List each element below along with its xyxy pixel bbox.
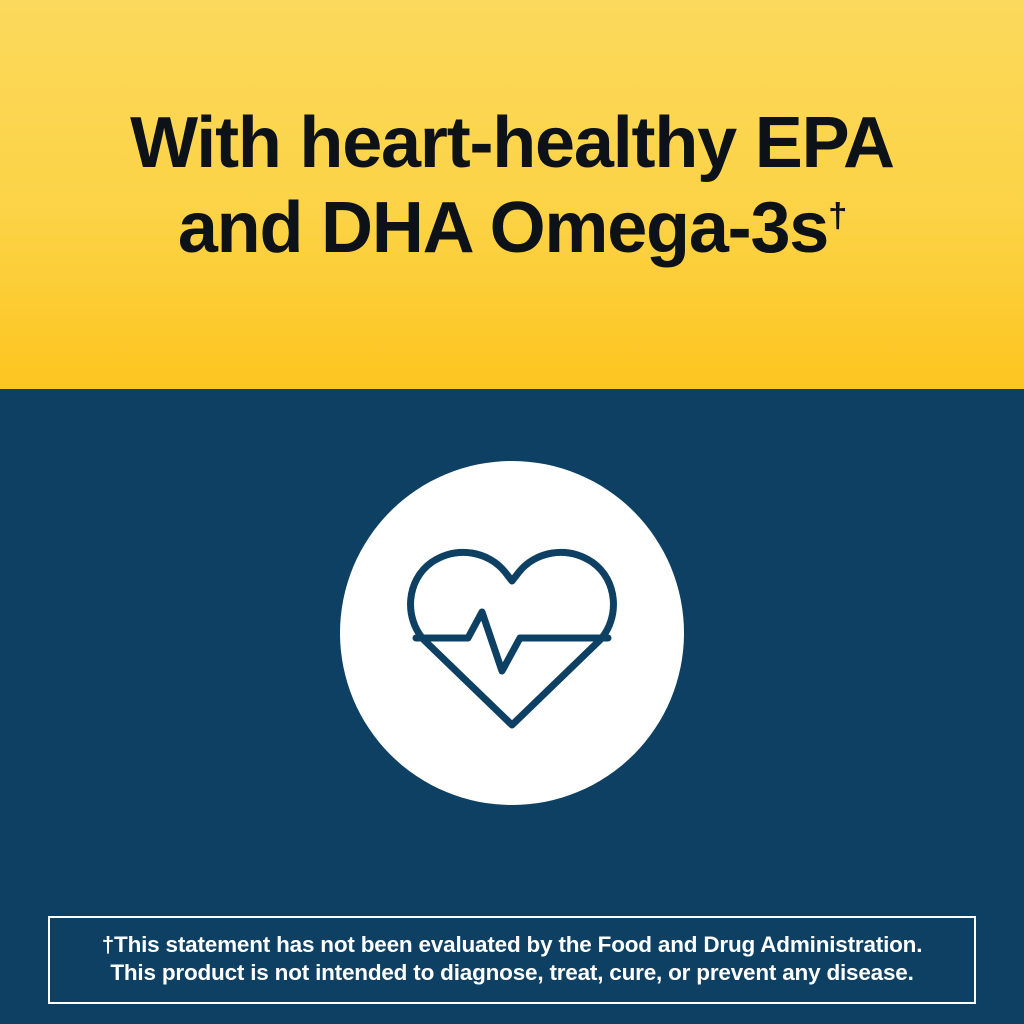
disclaimer-line-1: †This statement has not been evaluated by the Food and Drug Administration.	[101, 932, 923, 958]
fda-disclaimer	[48, 916, 976, 1004]
heart-pulse-icon-circle	[340, 461, 684, 805]
dagger-symbol: †	[828, 196, 847, 235]
headline-panel	[0, 0, 1024, 389]
headline-line-2-text: and DHA Omega-3s	[177, 187, 829, 268]
icon-panel	[0, 389, 1024, 1024]
heart-pulse-icon	[402, 528, 622, 738]
headline-line-1: With heart-healthy EPA	[130, 102, 894, 183]
disclaimer-line-2: This product is not intended to diagnose, treat, cure, or prevent any disease.	[110, 960, 914, 986]
headline-line-2	[130, 186, 894, 271]
page-title	[130, 101, 894, 271]
